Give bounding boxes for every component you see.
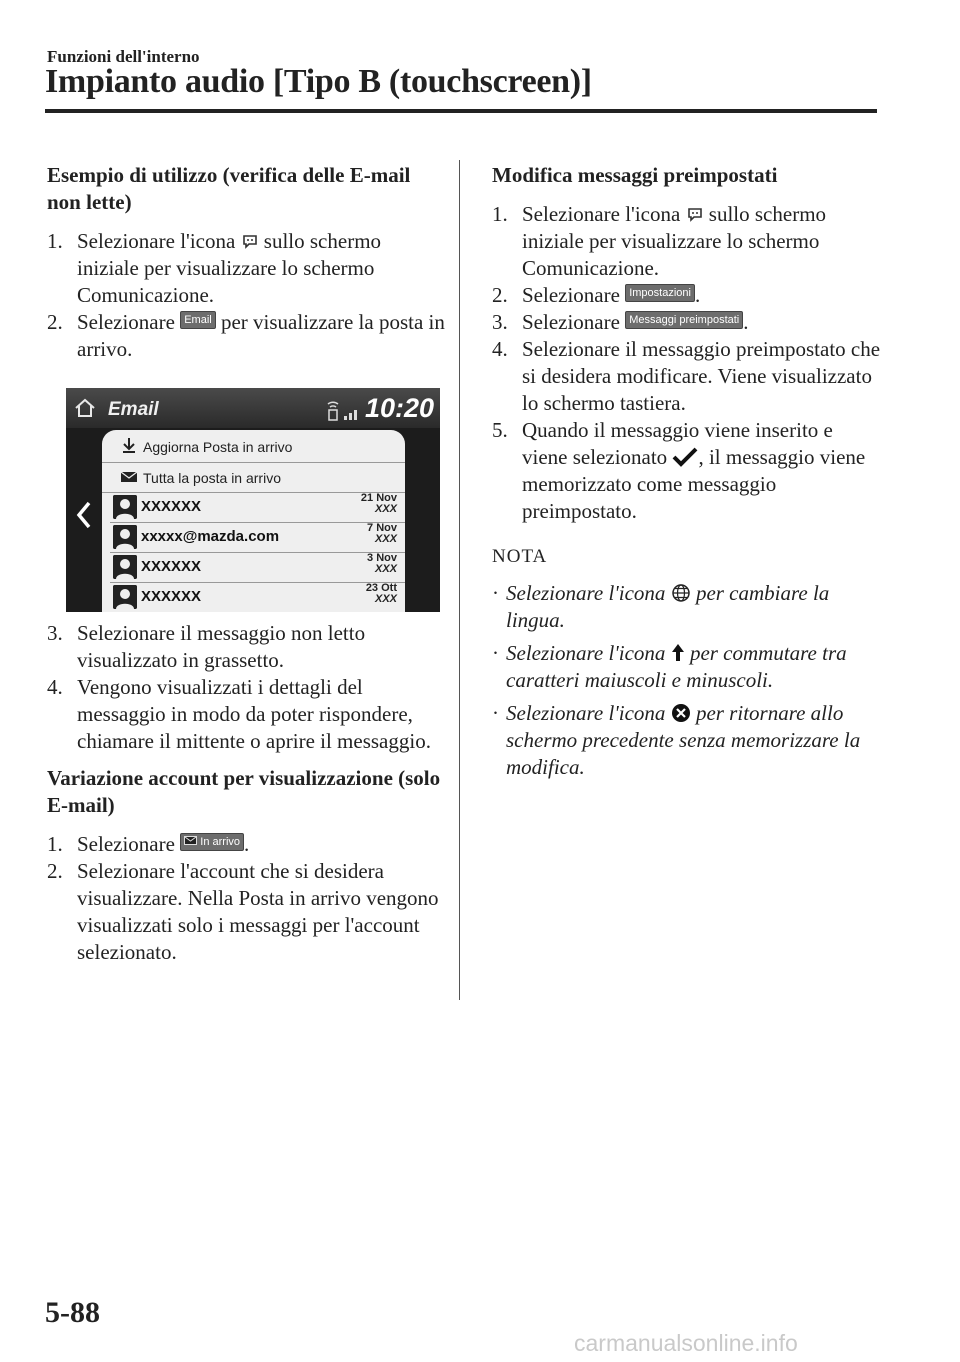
email-button[interactable]: Email bbox=[180, 311, 216, 329]
column-divider bbox=[459, 160, 460, 1000]
step-4: 4. Vengono visualizzati i dettagli del messaggio in modo da poter rispondere, chiamare il mittente o aprire il messaggio. bbox=[47, 675, 431, 753]
download-icon bbox=[122, 437, 136, 453]
account-step-1: 1. Selezionare In arrivo . bbox=[47, 832, 250, 856]
message-row[interactable] bbox=[110, 523, 405, 553]
message-date: 7 Nov XXX bbox=[367, 522, 397, 545]
heading-presets: Modifica messaggi preimpostati bbox=[492, 163, 778, 187]
preset-step-5: 5. Quando il messaggio viene inserito e viene selezionato , il messaggio viene memorizzato come messaggio preimpostato. bbox=[492, 418, 866, 523]
note-item-language: · Selezionare l'icona per cambiare la lingua. bbox=[492, 581, 830, 632]
screen-title: Email bbox=[108, 399, 159, 420]
shift-arrow-icon bbox=[671, 643, 685, 663]
message-sender: XXXXXX bbox=[141, 588, 202, 605]
checkmark-icon bbox=[672, 447, 698, 467]
message-date: 3 Nov XXX bbox=[367, 552, 397, 575]
inbox-button[interactable]: In arrivo bbox=[180, 833, 244, 851]
screen-clock: 10:20 bbox=[364, 393, 434, 423]
step-1: 1. Selezionare l'icona sullo schermo iniziale per visualizzare lo schermo Comunicazione. bbox=[47, 229, 382, 307]
preset-step-3: 3. Selezionare Messaggi preimpostati . bbox=[492, 310, 749, 334]
left-column bbox=[47, 162, 447, 363]
all-inbox-row[interactable]: Tutta la posta in arrivo bbox=[102, 463, 405, 493]
note-item-shift: · Selezionare l'icona per commutare tra caratteri maiuscoli e minuscoli. bbox=[492, 641, 847, 692]
contact-avatar-icon bbox=[113, 585, 137, 609]
step-2: 2. Selezionare Email per visualizzare la posta in arrivo. bbox=[47, 310, 445, 361]
message-sender: XXXXXX bbox=[141, 558, 202, 575]
preset-messages-button[interactable]: Messaggi preimpostati bbox=[625, 311, 743, 329]
communication-icon bbox=[241, 233, 259, 251]
contact-avatar-icon bbox=[113, 555, 137, 579]
preset-step-2: 2. Selezionare Impostazioni . bbox=[492, 283, 701, 307]
account-step-2: 2. Selezionare l'account che si desidera visualizzare. Nella Posta in arrivo vengono visualizzati solo i messaggi per l'account selezionato. bbox=[47, 859, 439, 964]
note-heading: NOTA bbox=[492, 546, 548, 567]
preset-step-4: 4. Selezionare il messaggio preimpostato che si desidera modificare. Viene visualizzato lo schermo tastiera. bbox=[492, 337, 881, 415]
close-icon bbox=[671, 703, 691, 723]
envelope-icon bbox=[120, 471, 138, 483]
screen-status-bar bbox=[66, 388, 440, 428]
message-row[interactable] bbox=[110, 583, 405, 612]
message-sender: XXXXXX bbox=[141, 498, 202, 515]
heading-account: Variazione account per visualizzazione (solo E-mail) bbox=[47, 766, 441, 817]
page-number: 5-88 bbox=[45, 1296, 100, 1329]
right-column bbox=[492, 162, 882, 787]
message-row[interactable] bbox=[110, 553, 405, 583]
heading-example: Esempio di utilizzo (verifica delle E-mail non lette) bbox=[47, 163, 411, 214]
envelope-icon bbox=[184, 836, 197, 845]
home-icon[interactable] bbox=[74, 398, 96, 418]
globe-icon bbox=[671, 583, 691, 603]
signal-icon bbox=[324, 398, 362, 422]
page-title: Impianto audio [Tipo B (touchscreen)] bbox=[45, 63, 592, 100]
contact-avatar-icon bbox=[113, 495, 137, 519]
preset-step-1: 1. Selezionare l'icona sullo schermo iniziale per visualizzare lo schermo Comunicazione. bbox=[492, 202, 827, 280]
message-date: 21 Nov XXX bbox=[360, 492, 397, 515]
settings-button[interactable]: Impostazioni bbox=[625, 284, 695, 302]
watermark: carmanualsonline.info bbox=[574, 1330, 798, 1356]
title-rule bbox=[45, 109, 877, 113]
message-row[interactable] bbox=[110, 493, 405, 523]
message-date: 23 Ott XXX bbox=[365, 582, 397, 605]
email-screen bbox=[66, 388, 440, 612]
step-3: 3. Selezionare il messaggio non letto visualizzato in grassetto. bbox=[47, 621, 366, 672]
section-label: Funzioni dell'interno bbox=[47, 47, 200, 66]
contact-avatar-icon bbox=[113, 525, 137, 549]
inbox-panel bbox=[102, 430, 405, 612]
left-column-continued bbox=[47, 620, 447, 966]
note-item-cancel: · Selezionare l'icona per ritornare allo schermo precedente senza memorizzare la modifica. bbox=[492, 701, 861, 779]
update-inbox-row[interactable]: Aggiorna Posta in arrivo bbox=[102, 430, 405, 463]
back-chevron-icon[interactable] bbox=[76, 500, 92, 530]
message-sender: xxxxx@mazda.com bbox=[141, 528, 280, 545]
communication-icon bbox=[686, 206, 704, 224]
